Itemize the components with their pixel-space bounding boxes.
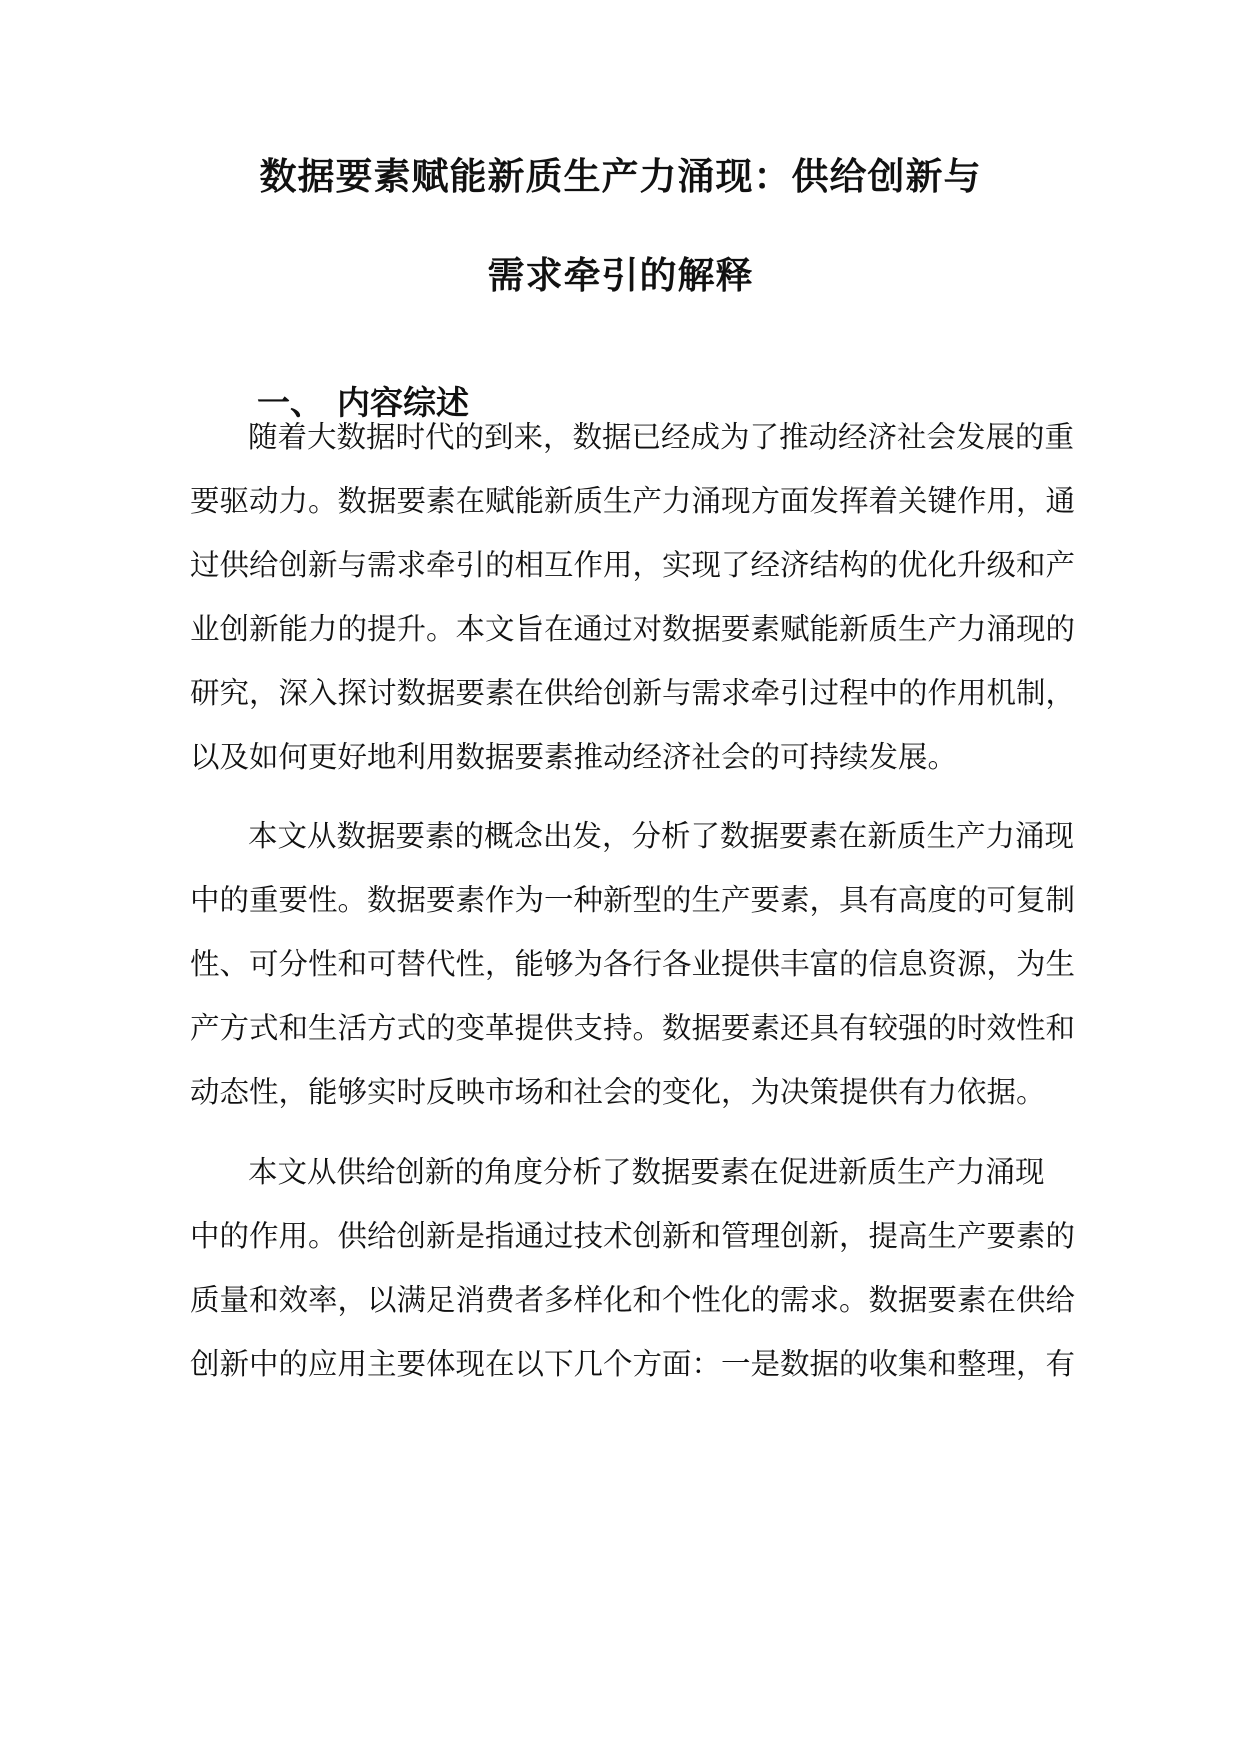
paragraph-line: 要驱动力。数据要素在赋能新质生产力涌现方面发挥着关键作用，通 — [190, 484, 1076, 518]
paragraph-line: 中的作用。供给创新是指通过技术创新和管理创新，提高生产要素的 — [190, 1219, 1076, 1253]
paragraph-line: 本文从供给创新的角度分析了数据要素在促进新质生产力涌现 — [248, 1155, 1045, 1189]
paragraph-line: 以及如何更好地利用数据要素推动经济社会的可持续发展。 — [190, 740, 958, 774]
paragraph-line: 本文从数据要素的概念出发，分析了数据要素在新质生产力涌现 — [248, 819, 1075, 853]
document-title-line-2: 需求牵引的解释 — [487, 254, 754, 297]
paragraph-line: 创新中的应用主要体现在以下几个方面：一是数据的收集和整理，有 — [190, 1347, 1076, 1381]
paragraph-line: 中的重要性。数据要素作为一种新型的生产要素，具有高度的可复制 — [190, 883, 1076, 917]
paragraph-line: 产方式和生活方式的变革提供支持。数据要素还具有较强的时效性和 — [190, 1011, 1076, 1045]
paragraph-line: 研究，深入探讨数据要素在供给创新与需求牵引过程中的作用机制， — [190, 676, 1076, 710]
section-title: 内容综述 — [337, 383, 469, 422]
paragraph-line: 性、可分性和可替代性，能够为各行各业提供丰富的信息资源，为生 — [190, 947, 1076, 981]
document-title-line-1: 数据要素赋能新质生产力涌现：供给创新与 — [259, 155, 982, 198]
paragraph-line: 动态性，能够实时反映市场和社会的变化，为决策提供有力依据。 — [190, 1075, 1046, 1109]
paragraph-line: 随着大数据时代的到来，数据已经成为了推动经济社会发展的重 — [248, 420, 1075, 454]
paragraph-line: 过供给创新与需求牵引的相互作用，实现了经济结构的优化升级和产 — [190, 548, 1076, 582]
paragraph-line: 质量和效率，以满足消费者多样化和个性化的需求。数据要素在供给 — [190, 1283, 1076, 1317]
section-number: 一、 — [257, 383, 323, 422]
paragraph-line: 业创新能力的提升。本文旨在通过对数据要素赋能新质生产力涌现的 — [190, 612, 1076, 646]
